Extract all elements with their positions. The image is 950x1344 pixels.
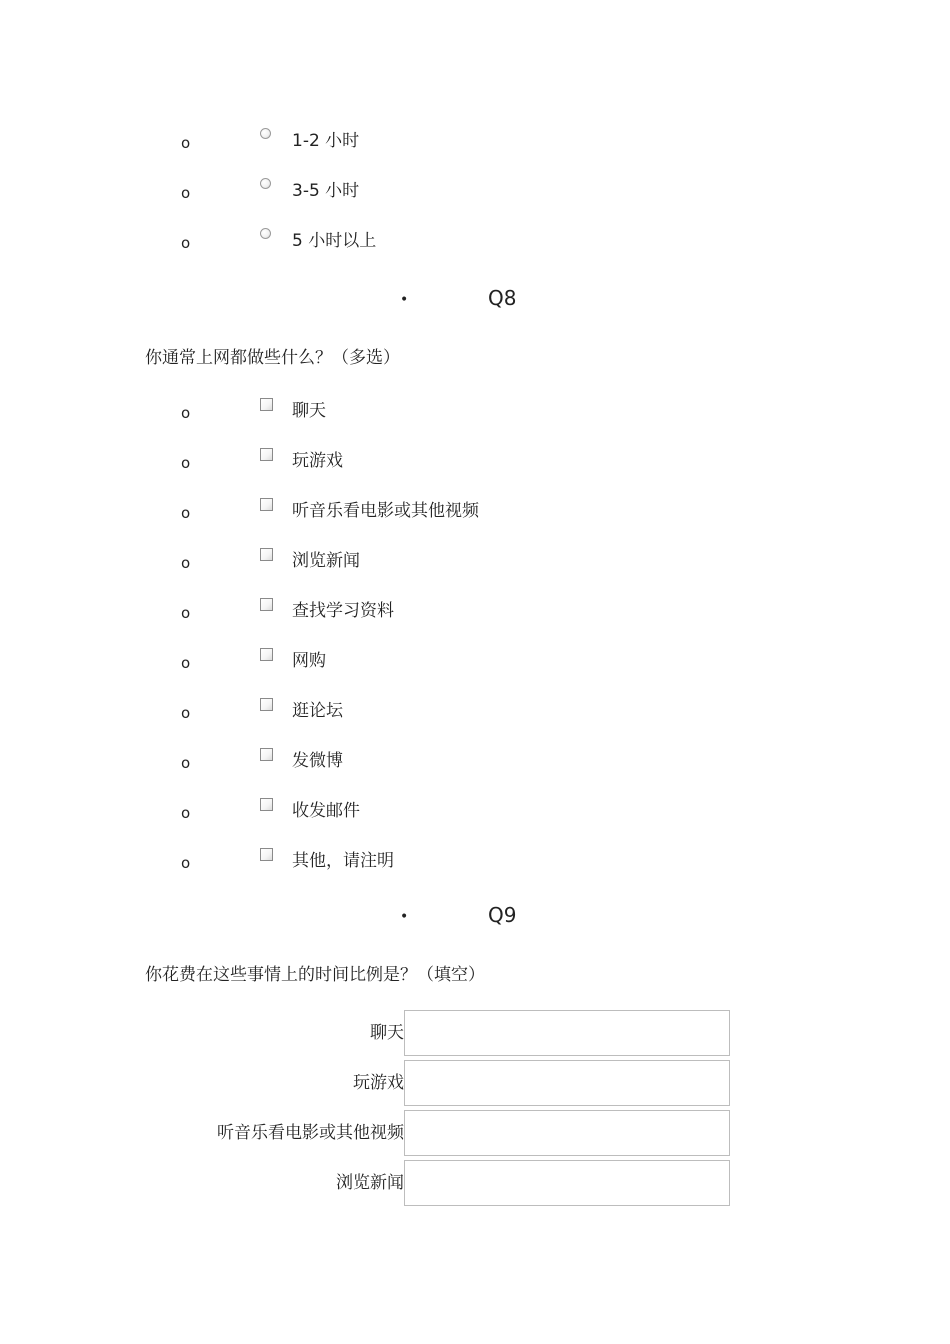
q7-option-label: 1-2 小时 <box>292 131 360 151</box>
q9-field-row <box>0 1060 950 1108</box>
q8-option-label: 听音乐看电影或其他视频 <box>292 501 479 521</box>
q9-question: 你花费在这些事情上的时间比例是？（填空） <box>145 965 485 985</box>
sub-bullet: o <box>181 754 191 772</box>
q8-option-label: 其他，请注明 <box>292 851 394 871</box>
q8-option-label: 网购 <box>292 651 326 671</box>
q8-checkbox-email[interactable] <box>260 798 273 811</box>
q8-option-label: 逛论坛 <box>292 701 343 721</box>
q9-field-row <box>0 1110 950 1158</box>
sub-bullet: o <box>181 554 191 572</box>
q7-radio-1-2-hours[interactable] <box>260 128 271 139</box>
q7-option-label: 3-5 小时 <box>292 181 360 201</box>
q8-option-label: 收发邮件 <box>292 801 360 821</box>
q9-input-chat[interactable] <box>404 1010 730 1056</box>
q8-checkbox-other[interactable] <box>260 848 273 861</box>
q9-field-label: 玩游戏 <box>353 1073 404 1093</box>
q8-option-row <box>0 548 950 578</box>
q8-option-row <box>0 798 950 828</box>
q8-checkbox-chat[interactable] <box>260 398 273 411</box>
q9-title: Q9 <box>488 903 517 927</box>
q9-field-label: 听音乐看电影或其他视频 <box>217 1123 404 1143</box>
q7-option-1 <box>0 128 950 158</box>
q8-checkbox-shopping[interactable] <box>260 648 273 661</box>
q8-option-label: 发微博 <box>292 751 343 771</box>
q9-field-label: 聊天 <box>370 1023 404 1043</box>
q9-field-label: 浏览新闻 <box>336 1173 404 1193</box>
q9-field-row <box>0 1010 950 1058</box>
sub-bullet: o <box>181 604 191 622</box>
q8-option-row <box>0 598 950 628</box>
q8-option-row <box>0 848 950 878</box>
q9-bullet: • <box>400 909 409 925</box>
q8-option-row <box>0 748 950 778</box>
sub-bullet: o <box>181 184 191 202</box>
q8-question: 你通常上网都做些什么？（多选） <box>145 348 400 368</box>
sub-bullet: o <box>181 504 191 522</box>
sub-bullet: o <box>181 854 191 872</box>
q8-option-row <box>0 498 950 528</box>
q7-radio-over-5-hours[interactable] <box>260 228 271 239</box>
sub-bullet: o <box>181 804 191 822</box>
q9-input-news[interactable] <box>404 1160 730 1206</box>
q8-checkbox-news[interactable] <box>260 548 273 561</box>
sub-bullet: o <box>181 134 191 152</box>
q8-heading <box>0 286 950 316</box>
q8-checkbox-study[interactable] <box>260 598 273 611</box>
q8-option-label: 玩游戏 <box>292 451 343 471</box>
q8-checkbox-media[interactable] <box>260 498 273 511</box>
q9-field-row <box>0 1160 950 1208</box>
sub-bullet: o <box>181 404 191 422</box>
q8-option-row <box>0 648 950 678</box>
q9-input-games[interactable] <box>404 1060 730 1106</box>
sub-bullet: o <box>181 654 191 672</box>
q8-option-label: 查找学习资料 <box>292 601 394 621</box>
sub-bullet: o <box>181 234 191 252</box>
sub-bullet: o <box>181 454 191 472</box>
q8-option-label: 浏览新闻 <box>292 551 360 571</box>
q8-checkbox-weibo[interactable] <box>260 748 273 761</box>
q7-option-2 <box>0 178 950 208</box>
q8-option-label: 聊天 <box>292 401 326 421</box>
q8-checkbox-forum[interactable] <box>260 698 273 711</box>
q7-option-3 <box>0 228 950 258</box>
q8-option-row <box>0 398 950 428</box>
q8-option-row <box>0 698 950 728</box>
q9-input-media[interactable] <box>404 1110 730 1156</box>
q8-option-row <box>0 448 950 478</box>
q7-option-label: 5 小时以上 <box>292 231 377 251</box>
q8-title: Q8 <box>488 286 517 310</box>
q8-checkbox-games[interactable] <box>260 448 273 461</box>
q9-heading <box>0 903 950 933</box>
sub-bullet: o <box>181 704 191 722</box>
q7-radio-3-5-hours[interactable] <box>260 178 271 189</box>
q8-bullet: • <box>400 292 409 308</box>
